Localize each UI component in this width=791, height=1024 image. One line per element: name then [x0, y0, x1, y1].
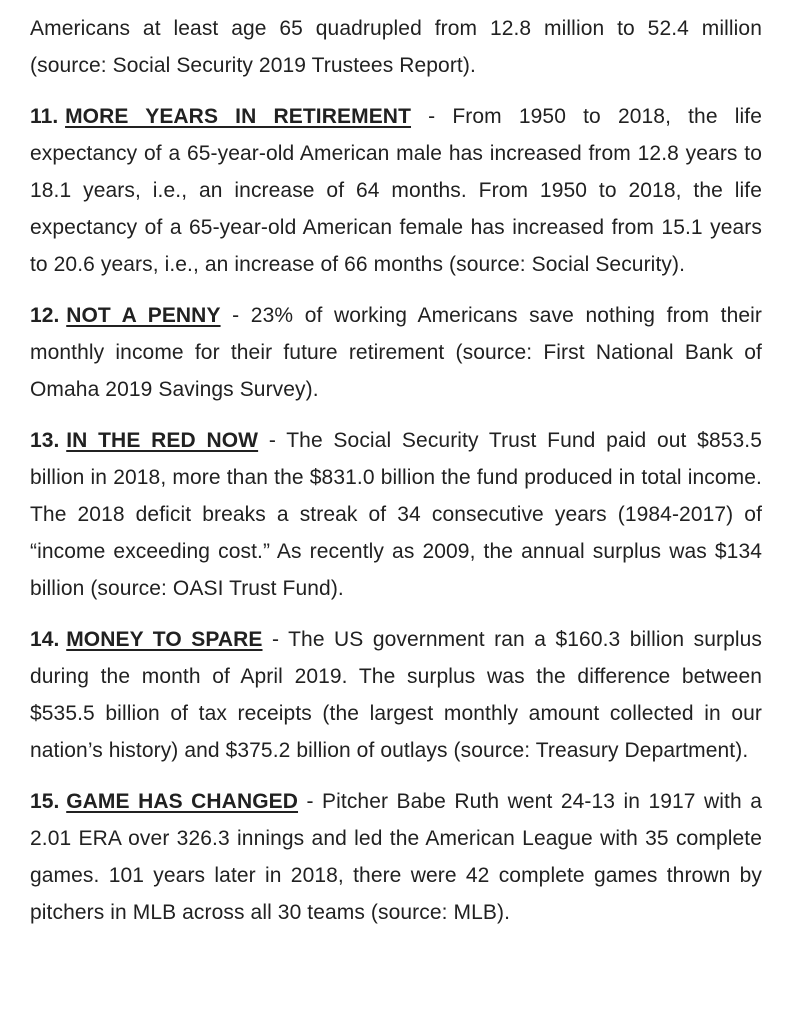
item-14-body: - The US government ran a $160.3 billion surplus during the month of April 2019. The surplus was the difference between $535.5 billion of tax receipts (the largest monthly amount collected in our nation’s history) and $375.2 billion of outlays (source: Treasury Department).	[30, 628, 763, 762]
item-14-title: MONEY TO SPARE	[66, 628, 263, 651]
item-11-number: 11.	[30, 105, 59, 128]
list-item-15	[30, 783, 762, 931]
item-12-body: - 23% of working Americans save nothing from their monthly income for their future retirement (source: First National Bank of Omaha 2019 Savings Survey).	[30, 304, 762, 401]
item-11-body: - From 1950 to 2018, the life expectancy of a 65-year-old American male has increased from 12.8 years to 18.1 years, i.e., an increase of 64 months. From 1950 to 2018, the life expectancy of a 65-year-old American female has increased from 15.1 years to 20.6 years, i.e., an increase of 66 months (source: Social Security).	[30, 105, 762, 276]
item-15-title: GAME HAS CHANGED	[66, 790, 299, 813]
item-11-title: MORE YEARS IN RETIREMENT	[65, 105, 412, 128]
item-13-body: - The Social Security Trust Fund paid out $853.5 billion in 2018, more than the $831.0 billion the fund produced in total income. The 2018 deficit breaks a streak of 34 consecutive years (1984-2017) of “income exceeding cost.” As recently as 2009, the annual surplus was $134 billion (source: OASI Trust Fund).	[30, 429, 763, 600]
list-item-14	[30, 621, 762, 769]
intro-paragraph: Americans at least age 65 quadrupled from 12.8 million to 52.4 million (source: Social Security 2019 Trustees Report).	[30, 17, 762, 77]
list-item-11	[30, 98, 762, 283]
list-item-13	[30, 422, 762, 607]
item-13-number: 13.	[30, 429, 60, 452]
item-12-number: 12.	[30, 304, 60, 327]
item-15-body: - Pitcher Babe Ruth went 24-13 in 1917 with a 2.01 ERA over 326.3 innings and led the American League with 35 complete games. 101 years later in 2018, there were 42 complete games thrown by pitchers in MLB across all 30 teams (source: MLB).	[30, 790, 763, 924]
list-item-12	[30, 297, 762, 408]
item-12-title: NOT A PENNY	[66, 304, 221, 327]
item-13-title: IN THE RED NOW	[66, 429, 259, 452]
item-14-number: 14.	[30, 628, 60, 651]
item-15-number: 15.	[30, 790, 60, 813]
